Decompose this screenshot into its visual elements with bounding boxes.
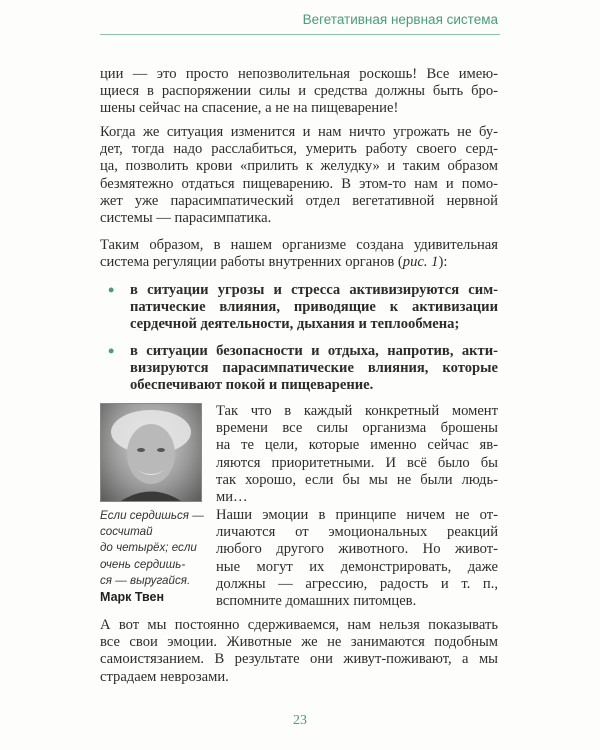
quote-line: очень сердишь- <box>100 557 186 571</box>
text-line: обеспечивают покой и пищеварение. <box>130 377 374 394</box>
side-paragraph-2 <box>216 507 498 610</box>
text-line: щиеся в распоряжении силы и средства должны быть бро- <box>100 83 498 100</box>
text-line: жет уже парасимпатический отдел вегетативной нервной <box>100 192 498 209</box>
text-line: дет, тогда надо расслабиться, умерить работу своего серд- <box>100 141 498 158</box>
text-line: времени все силы организма брошены <box>216 420 498 437</box>
closing-paragraph <box>100 617 498 686</box>
text-line: визируются парасимпатические влияния, которые <box>130 360 498 377</box>
text-line: сердечной деятельности, дыхания и теплообмена; <box>130 316 460 333</box>
text-line: ные могут их демонстрировать, даже <box>216 558 498 575</box>
text-line: патические влияния, приводящие к активизации <box>130 299 498 316</box>
text-line: Таким образом, в нашем организме создана удивительная <box>100 237 498 253</box>
text-line: системы — парасимпатика. <box>100 210 272 227</box>
page-number: 23 <box>293 713 307 728</box>
text-line: любого другого животного. Но живот- <box>216 541 498 558</box>
text-line: страдаем неврозами. <box>100 668 229 685</box>
running-head <box>0 10 600 32</box>
paragraph-3 <box>100 237 498 271</box>
text-segment: система регуляции работы внутренних органов ( <box>100 254 403 271</box>
quote-author: Марк Твен <box>100 590 165 604</box>
paragraph-2 <box>100 124 498 227</box>
text-line: ми… <box>216 489 248 506</box>
paragraph-1 <box>100 66 498 118</box>
text-line: шены сейчас на спасение, а не на пищеварение! <box>100 100 399 117</box>
epigraph-quote <box>100 508 210 589</box>
author-portrait <box>100 403 202 502</box>
bullet-dot-icon: • <box>108 280 115 300</box>
text-line: Так что в каждый конкретный момент <box>216 403 498 419</box>
figure-reference: рис. 1 <box>402 254 439 271</box>
text-line: ца, позволить крови «прилить к желудку» и таким образом <box>100 158 498 175</box>
text-line: в ситуации угрозы и стресса активизируются сим- <box>130 282 498 298</box>
bullet-dot-icon: • <box>108 341 115 361</box>
quote-line: до четырёх; если <box>100 541 197 555</box>
text-segment: ): <box>438 254 448 271</box>
text-line: должны — агрессию, радость и т. п., <box>216 575 498 592</box>
text-line: на те цели, которые именно сейчас яв- <box>216 437 498 454</box>
text-line: безмятежно отдаться пищеварению. В этом-то нам и помо- <box>100 175 498 192</box>
header-rule <box>100 34 500 35</box>
text-line: самоистязанием. В результате они живут-поживают, а мы <box>100 651 498 668</box>
text-line: ляются приоритетными. И всё было бы <box>216 454 498 471</box>
text-line: вспомните домашних питомцев. <box>216 593 417 610</box>
quote-line: ся — выругайся. <box>100 573 191 587</box>
text-line: Когда же ситуация изменится и нам ничто угрожать не бу- <box>100 124 498 140</box>
side-paragraph-1 <box>216 403 498 506</box>
running-title: Вегетативная нервная система <box>302 12 498 27</box>
quote-line: Если сердишься — <box>100 509 204 522</box>
text-line <box>100 254 498 271</box>
text-line: ции — это просто непозволительная роскошь! Все имею- <box>100 66 498 82</box>
text-line: А вот мы постоянно сдерживаемся, нам нельзя показывать <box>100 617 498 633</box>
text-line: личаются от эмоциональных реакций <box>216 524 498 541</box>
text-line: все свои эмоции. Животные же не занимаются подобным <box>100 634 498 651</box>
text-line: так хорошо, если бы мы не были людь- <box>216 471 498 488</box>
text-line: в ситуации безопасности и отдыха, напротив, акти- <box>130 343 498 359</box>
quote-line: сосчитай <box>100 525 153 539</box>
text-line: Наши эмоции в принципе ничем не от- <box>216 507 498 523</box>
